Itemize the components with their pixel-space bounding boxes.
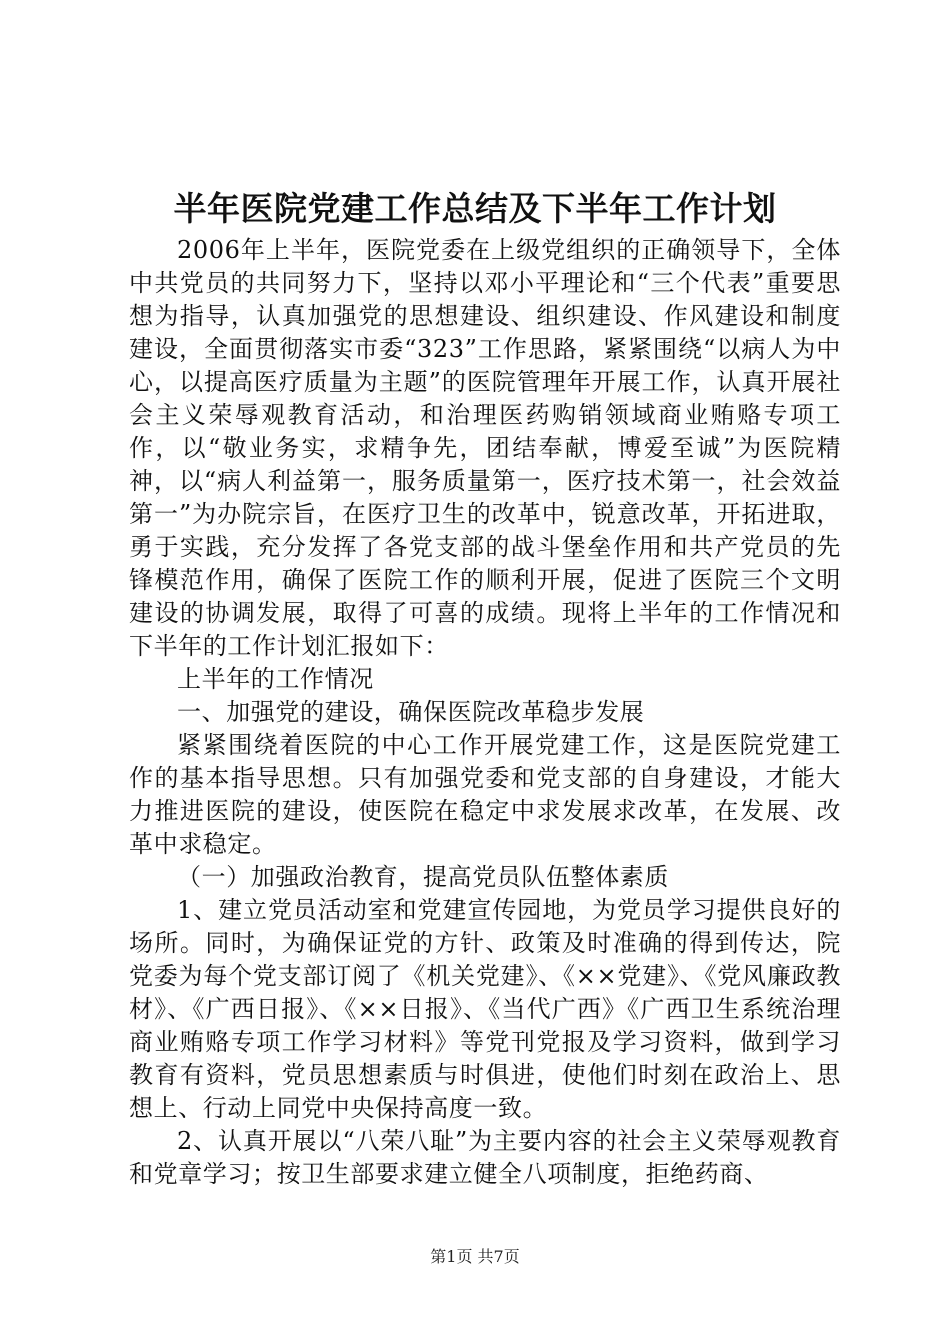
page-number-footer: 第1页 共7页 [430,1247,520,1266]
subsection-heading-political-education: （一）加强政治教育，提高党员队伍整体素质 [177,863,669,891]
paragraph-item-2: 2、认真开展以“八荣八耻”为主要内容的社会主义荣辱观教育和党章学习；按卫生部要求建立健全八项制度，拒绝药商、 [129,1127,841,1188]
section-heading-party-building: 一、加强党的建设，确保医院改革稳步发展 [177,698,645,726]
document-body [129,234,841,1191]
document-title: 半年医院党建工作总结及下半年工作计划 [173,189,777,228]
section-heading-first-half: 上半年的工作情况 [177,665,374,693]
paragraph-item-1: 1、建立党员活动室和党建宣传园地，为党员学习提供良好的场所。同时，为确保证党的方针、政策及时准确的得到传达，院党委为每个党支部订阅了《机关党建》、《××党建》、《党风廉政教材》、《广西日报》、《××日报》、《当代广西》《广西卫生系统治理商业贿赂专项工作学习材料》等党刊党报及学习资料，做到学习教育有资料，党员思想素质与时俱进，使他们时刻在政治上、思想上、行动上同党中央保持高度一致。 [129,896,841,1122]
paragraph-intro: 2006年上半年，医院党委在上级党组织的正确领导下，全体中共党员的共同努力下，坚持以邓小平理论和“三个代表”重要思想为指导，认真加强党的思想建设、组织建设、作风建设和制度建设，全面贯彻落实市委“323”工作思路，紧紧围绕“以病人为中心，以提高医疗质量为主题”的医院管理年开展工作，认真开展社会主义荣辱观教育活动，和治理医药购销领域商业贿赂专项工作，以“敬业务实，求精争先，团结奉献，博爱至诚”为医院精神，以“病人利益第一，服务质量第一，医疗技术第一，社会效益第一”为办院宗旨，在医疗卫生的改革中，锐意改革，开拓进取，勇于实践，充分发挥了各党支部的战斗堡垒作用和共产党员的先锋模范作用，确保了医院工作的顺利开展，促进了医院三个文明建设的协调发展，取得了可喜的成绩。现将上半年的工作情况和下半年的工作计划汇报如下： [129,236,841,660]
paragraph-guiding-idea: 紧紧围绕着医院的中心工作开展党建工作，这是医院党建工作的基本指导思想。只有加强党委和党支部的自身建设，才能大力推进医院的建设，使医院在稳定中求发展求改革，在发展、改革中求稳定。 [129,731,841,858]
